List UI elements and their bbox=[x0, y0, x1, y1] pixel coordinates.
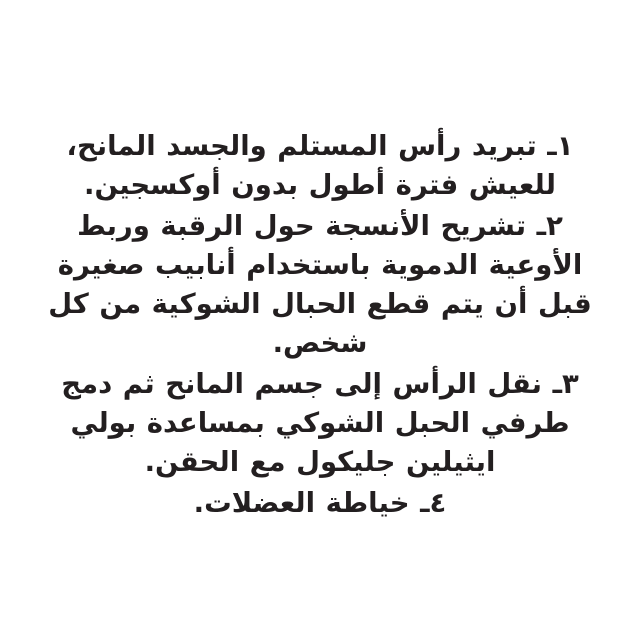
list-item: ١ـ تبريد رأس المستلم والجسد المانح، للعيش فترة أطول بدون أوكسجين. bbox=[66, 129, 574, 201]
list-item: ٣ـ نقل الرأس إلى جسم المانح ثم دمج طرفي الحبل الشوكي بمساعدة بولي ايثيلين جليكول مع الحقن. bbox=[61, 368, 579, 479]
numbered-list bbox=[44, 127, 596, 523]
list-item: ٢ـ تشريح الأنسجة حول الرقبة وربط الأوعية الدموية باستخدام أنابيب صغيرة قبل أن يتم قطع الحبال الشوكية من كل شخص. bbox=[48, 209, 592, 359]
list-item: ٤ـ خياطة العضلات. bbox=[193, 487, 447, 520]
